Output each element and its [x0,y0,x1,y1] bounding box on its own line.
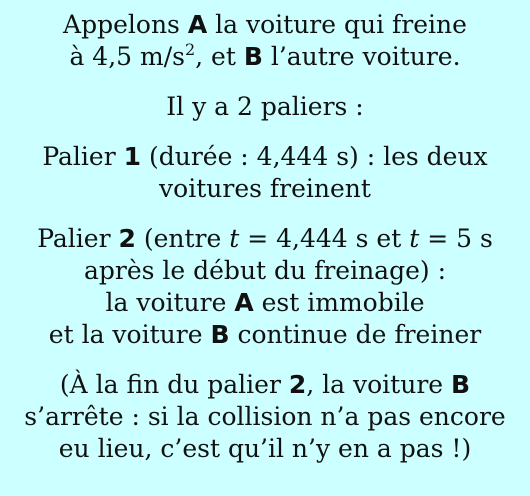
stages-count-paragraph [0,91,530,123]
stage-1-number: 1 [123,142,142,171]
intro-paragraph [0,9,530,73]
car-a-label: A [187,10,208,39]
stage-2-number: 2 [288,370,307,399]
stage-2-number: 2 [118,224,136,253]
car-b-label: B [243,42,263,71]
time-variable: t [229,224,240,253]
spacer [0,123,530,141]
squared-exponent: 2 [184,40,196,59]
stage-2-paragraph [0,223,530,351]
intro-line-2: à 4,5 $m/s^2$, et B l’autre voiture. [69,40,461,71]
conclusion-line-1: (À la fin du palier 2, la voiture B [59,370,471,399]
intro-line-1: Appelons A la voiture qui freine [63,10,467,39]
spacer [0,351,530,369]
stage-2-line-3: la voiture A est immobile [105,288,425,317]
stage-1-line-2: voitures freinent [159,174,371,203]
stages-count-text: Il y a 2 paliers : [166,92,364,121]
conclusion-paragraph [0,369,530,465]
stage-2-line-2: après le début du freinage) : [83,256,447,285]
conclusion-line-2: s’arrête : si la collision n’a pas encore [24,402,506,431]
stage-2-line-1: Palier 2 (entre t = 4,444 s et t = 5 s [37,224,493,253]
stage-1-paragraph [0,141,530,205]
car-b-label: B [210,320,230,349]
spacer [0,73,530,91]
time-variable: t [409,224,420,253]
spacer [0,205,530,223]
car-a-label: A [234,288,254,317]
car-b-label: B [451,370,471,399]
conclusion-line-3: eu lieu, c’est qu’il n’y en a pas !) [58,434,472,463]
stage-1-line-1: Palier 1 (durée : 4,444 s) : les deux [42,142,488,171]
stage-2-line-4: et la voiture B continue de freiner [48,320,482,349]
